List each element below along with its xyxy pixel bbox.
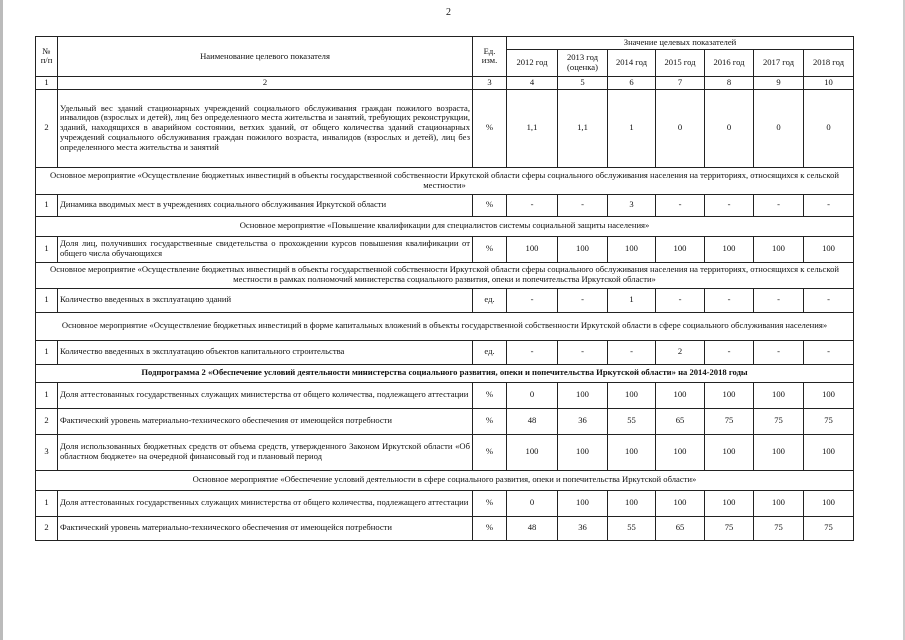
value-cell: - [608,340,656,364]
value-cell: 55 [608,408,656,434]
value-cell: 100 [804,236,854,262]
unit-cell: % [473,516,507,540]
value-cell: 100 [608,236,656,262]
value-cell: - [558,288,608,312]
value-cell: 100 [558,490,608,516]
value-cell: 100 [558,434,608,470]
value-cell: - [754,288,804,312]
table-row [36,516,854,540]
section-row [36,262,854,288]
value-cell: 0 [705,89,754,167]
value-cell: 100 [656,236,705,262]
header-year: 2016 год [705,49,754,76]
unit-cell: % [473,434,507,470]
header-year: 2012 год [507,49,558,76]
col-number: 2 [58,76,473,89]
value-cell: 100 [705,490,754,516]
indicator-name: Количество введенных в эксплуатацию объектов капитального строительства [58,340,473,364]
value-cell: 100 [804,490,854,516]
col-number: 7 [656,76,705,89]
section-row [36,167,854,194]
indicator-name: Фактический уровень материально-технического обеспечения от имеющейся потребности [58,408,473,434]
value-cell: 100 [754,382,804,408]
value-cell: 100 [804,434,854,470]
value-cell: - [558,194,608,216]
table-row [36,490,854,516]
value-cell: 0 [754,89,804,167]
header-num: № п/п [36,37,58,77]
subprogram-title: Подпрограмма 2 «Обеспечение условий деятельности министерства социального развития, опеки и попечительства Иркутской области» на 2014-2018 годы [36,364,854,382]
value-cell: 100 [656,490,705,516]
indicator-name: Динамика вводимых мест в учреждениях социального обслуживания Иркутской области [58,194,473,216]
value-cell: - [705,340,754,364]
value-cell: 65 [656,516,705,540]
value-cell: 100 [754,236,804,262]
col-number: 10 [804,76,854,89]
value-cell: 75 [804,516,854,540]
value-cell: 100 [608,490,656,516]
section-row [36,312,854,340]
value-cell: - [558,340,608,364]
row-number: 1 [36,236,58,262]
indicator-name: Удельный вес зданий стационарных учреждений социального обслуживания граждан пожилого возраста, инвалидов (взрослых и детей), лиц без определенного места жительства и занятий, требующих реконструкции, зданий, находящихся в аварийном состоянии, ветхих зданий, от общего количества зданий стационарных учреждений социального обслуживания граждан пожилого возраста, инвалидов (взрослых и детей), лиц без определенного места жительства и занятий [58,89,473,167]
header-year: 2018 год [804,49,854,76]
value-cell: 75 [804,408,854,434]
col-number: 8 [705,76,754,89]
value-cell: 100 [507,236,558,262]
row-number: 1 [36,340,58,364]
table-row [36,288,854,312]
indicator-name: Доля аттестованных государственных служащих министерства от общего количества, подлежащего аттестации [58,382,473,408]
value-cell: 3 [608,194,656,216]
row-number: 2 [36,516,58,540]
value-cell: - [804,194,854,216]
page-number: 2 [446,7,451,18]
value-cell: 100 [656,382,705,408]
value-cell: - [507,194,558,216]
row-number: 2 [36,408,58,434]
value-cell: 100 [705,382,754,408]
value-cell: - [656,288,705,312]
scan-edge-left [0,0,3,640]
table-row [36,434,854,470]
unit-cell: % [473,194,507,216]
value-cell: 100 [507,434,558,470]
value-cell: 75 [705,408,754,434]
unit-cell: % [473,382,507,408]
value-cell: 100 [804,382,854,408]
value-cell: 1,1 [558,89,608,167]
value-cell: 100 [705,434,754,470]
value-cell: 100 [558,382,608,408]
targets-table [35,36,854,541]
row-number: 1 [36,490,58,516]
subprogram-row [36,364,854,382]
value-cell: 1 [608,89,656,167]
indicator-name: Доля использованных бюджетных средств от объема средств, утвержденного Законом Иркутской области «Об областном бюджете» на очередной финансовый год и плановый период [58,434,473,470]
indicator-name: Доля аттестованных государственных служащих министерства от общего количества, подлежащего аттестации [58,490,473,516]
header-unit: Ед. изм. [473,37,507,77]
value-cell: 0 [507,382,558,408]
column-number-row [36,76,854,89]
value-cell: - [804,288,854,312]
value-cell: 100 [656,434,705,470]
col-number: 9 [754,76,804,89]
unit-cell: % [473,236,507,262]
col-number: 3 [473,76,507,89]
value-cell: 75 [705,516,754,540]
row-number: 1 [36,194,58,216]
table-row [36,382,854,408]
value-cell: - [754,194,804,216]
unit-cell: % [473,490,507,516]
section-title: Основное мероприятие «Осуществление бюджетных инвестиций в объекты государственной собственности Иркутской области сферы социального обслуживания населения на территориях, относящихся к сельской местности в рамках полномочий министерства социального развития, опеки и попечительства Иркутской области» [36,262,854,288]
value-cell: 100 [705,236,754,262]
value-cell: 0 [507,490,558,516]
section-title: Основное мероприятие «Обеспечение условий деятельности в сфере социального развития, опеки и попечительства Иркутской области» [36,470,854,490]
value-cell: 1,1 [507,89,558,167]
col-number: 5 [558,76,608,89]
header-year: 2015 год [656,49,705,76]
value-cell: 75 [754,516,804,540]
row-number: 3 [36,434,58,470]
value-cell: 36 [558,516,608,540]
header-name: Наименование целевого показателя [58,37,473,77]
section-title: Основное мероприятие «Осуществление бюджетных инвестиций в форме капитальных вложений в объекты государственной собственности Иркутской области в сфере социального обслуживания населения» [36,312,854,340]
value-cell: - [656,194,705,216]
table-row [36,236,854,262]
value-cell: 1 [608,288,656,312]
value-cell: - [507,340,558,364]
value-cell: 0 [804,89,854,167]
value-cell: 100 [608,434,656,470]
value-cell: 100 [608,382,656,408]
value-cell: 36 [558,408,608,434]
header-year: 2017 год [754,49,804,76]
section-title: Основное мероприятие «Повышение квалификации для специалистов системы социальной защиты населения» [36,216,854,236]
value-cell: - [507,288,558,312]
row-number: 1 [36,382,58,408]
row-number: 2 [36,89,58,167]
unit-cell: % [473,408,507,434]
indicator-name: Фактический уровень материально-технического обеспечения от имеющейся потребности [58,516,473,540]
value-cell: - [705,288,754,312]
indicator-name: Количество введенных в эксплуатацию зданий [58,288,473,312]
col-number: 1 [36,76,58,89]
value-cell: 75 [754,408,804,434]
section-title: Основное мероприятие «Осуществление бюджетных инвестиций в объекты государственной собственности Иркутской области сферы социального обслуживания населения на территориях, относящихся к сельской местности» [36,167,854,194]
unit-cell: % [473,89,507,167]
col-number: 6 [608,76,656,89]
value-cell: 55 [608,516,656,540]
table-row [36,340,854,364]
section-row [36,216,854,236]
value-cell: 0 [656,89,705,167]
table-row [36,194,854,216]
value-cell: 100 [754,434,804,470]
value-cell: - [705,194,754,216]
unit-cell: ед. [473,288,507,312]
row-number: 1 [36,288,58,312]
section-row [36,470,854,490]
header-year: 2013 год (оценка) [558,49,608,76]
value-cell: 2 [656,340,705,364]
value-cell: 48 [507,408,558,434]
value-cell: 65 [656,408,705,434]
value-cell: 100 [558,236,608,262]
col-number: 4 [507,76,558,89]
header-row-1 [36,37,854,50]
indicator-name: Доля лиц, получивших государственные свидетельства о прохождении курсов повышения квалификации от общего числа обучающихся [58,236,473,262]
table-row [36,408,854,434]
value-cell: 100 [754,490,804,516]
value-cell: - [754,340,804,364]
header-values-title: Значение целевых показателей [507,37,854,50]
value-cell: 48 [507,516,558,540]
value-cell: - [804,340,854,364]
header-year: 2014 год [608,49,656,76]
unit-cell: ед. [473,340,507,364]
table-row [36,89,854,167]
